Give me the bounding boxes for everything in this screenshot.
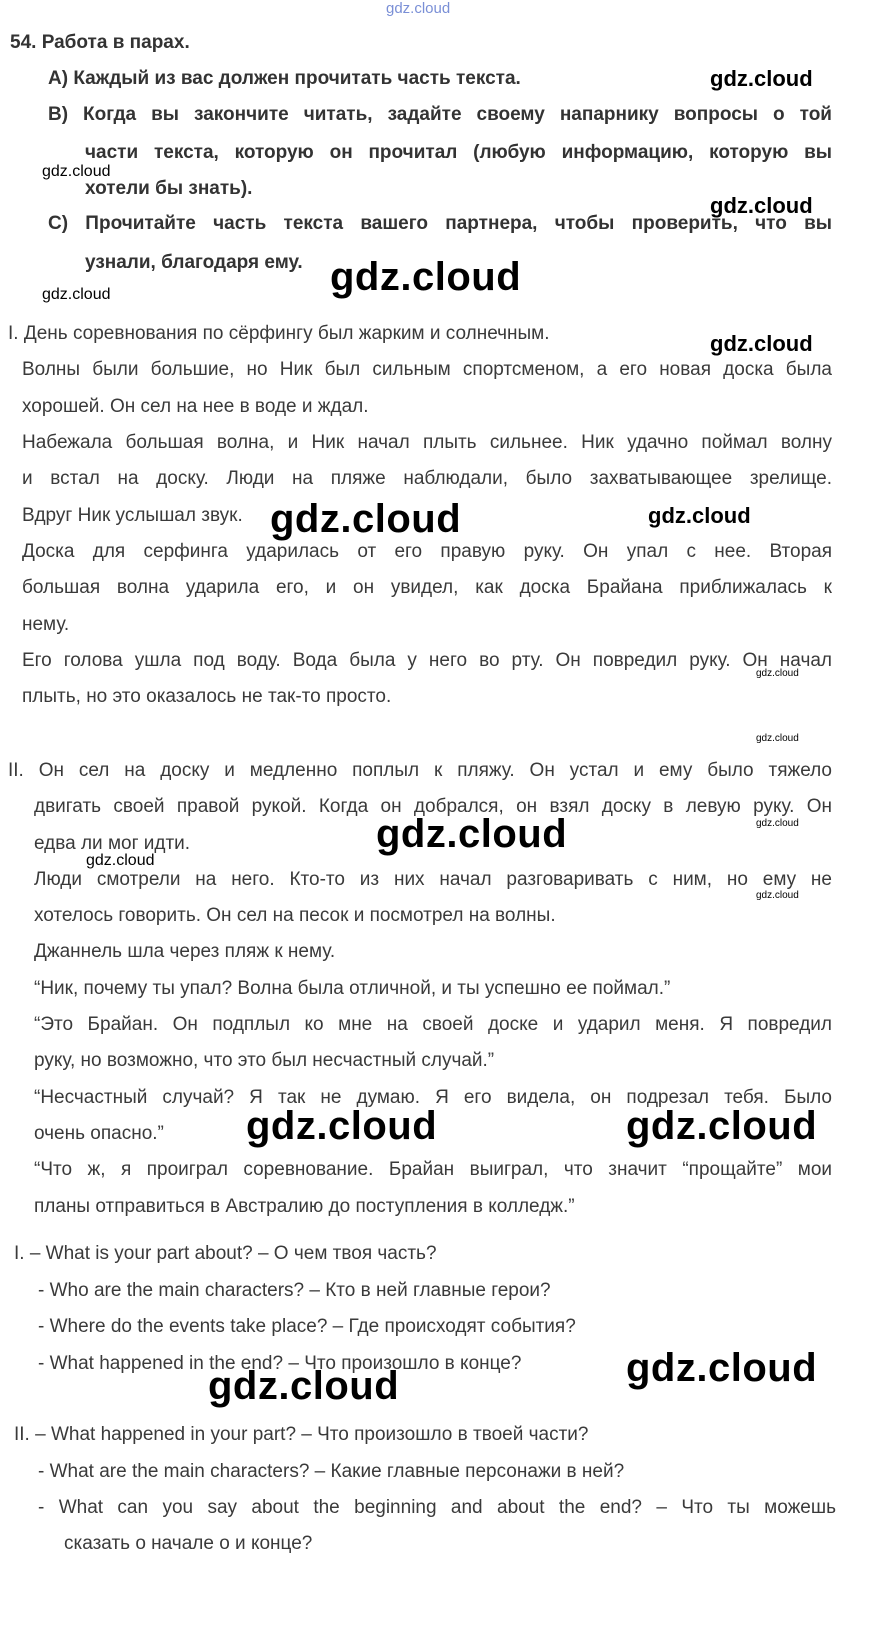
watermark-top: gdz.cloud (386, 0, 451, 17)
part2-line: “Ник, почему ты упал? Волна была отличной, и ты успешно ее поймал.” (34, 978, 671, 999)
watermark: gdz.cloud (86, 852, 155, 869)
questions1-line: - What happened in the end? – Что произошло в конце? (38, 1353, 522, 1374)
watermark: gdz.cloud (376, 812, 568, 856)
part2-line: едва ли мог идти. (34, 833, 191, 854)
watermark: gdz.cloud (710, 193, 813, 218)
watermark: gdz.cloud (208, 1364, 400, 1408)
watermark: gdz.cloud (756, 818, 799, 829)
watermark: gdz.cloud (42, 163, 111, 180)
part1-line: Волны были большие, но Ник был сильным спортсменом, а его новая доска была (22, 359, 832, 380)
part2-line: двигать своей правой рукой. Когда он добрался, он взял доску в левую руку. Он (34, 796, 832, 817)
questions2-line: - What can you say about the beginning and about the end? – Что ты можешь (38, 1497, 836, 1518)
part1-line: большая волна ударила его, и он увидел, как доска Брайана приближалась к (22, 577, 832, 598)
part2-line: планы отправиться в Австралию до поступления в колледж.” (34, 1196, 575, 1217)
watermark: gdz.cloud (756, 668, 799, 679)
part1-line: и встал на доску. Люди на пляже наблюдали, было захватывающее зрелище. (22, 468, 832, 489)
part1-line: нему. (22, 614, 70, 635)
questions2-line: II. – What happened in your part? – Что произошло в твоей части? (14, 1424, 589, 1445)
part1-line: Набежала большая волна, и Ник начал плыть сильнее. Ник удачно поймал волну (22, 432, 832, 453)
part2-line: “Несчастный случай? Я так не думаю. Я его видела, он подрезал тебя. Было (34, 1087, 832, 1108)
part2-line: II. Он сел на доску и медленно поплыл к пляжу. Он устал и ему было тяжело (8, 760, 832, 781)
part2-line: Джаннель шла через пляж к нему. (34, 941, 336, 962)
watermark: gdz.cloud (42, 286, 111, 303)
watermark: gdz.cloud (270, 497, 462, 541)
part2-line: “Что ж, я проиграл соревнование. Брайан выиграл, что значит “прощайте” мои (34, 1159, 832, 1180)
questions1-line: I. – What is your part about? – О чем твоя часть? (14, 1243, 437, 1264)
part2-line: руку, но возможно, что это был несчастный случай.” (34, 1050, 495, 1071)
part2-line: очень опасно.” (34, 1123, 164, 1144)
part1-line: I. День соревнования по сёрфингу был жарким и солнечным. (8, 323, 550, 344)
watermark: gdz.cloud (710, 66, 813, 91)
task-item-c-line2: узнали, благодаря ему. (85, 252, 303, 273)
questions1-line: - Where do the events take place? – Где происходят события? (38, 1316, 576, 1337)
watermark: gdz.cloud (626, 1104, 818, 1148)
task-item-a: А) Каждый из вас должен прочитать часть текста. (48, 68, 521, 89)
watermark: gdz.cloud (246, 1104, 438, 1148)
task-item-b-line2: части текста, которую он прочитал (любую информацию, которую вы (85, 142, 832, 163)
task-title: 54. Работа в парах. (10, 32, 190, 53)
watermark: gdz.cloud (756, 733, 799, 744)
part1-line: плыть, но это оказалось не так-то просто. (22, 686, 392, 707)
part1-line: Доска для серфинга ударилась от его правую руку. Он упал с нее. Вторая (22, 541, 832, 562)
questions2-line: - What are the main characters? – Какие главные персонажи в ней? (38, 1461, 625, 1482)
watermark: gdz.cloud (756, 890, 799, 901)
task-item-b-line1: В) Когда вы закончите читать, задайте своему напарнику вопросы о той (48, 104, 832, 125)
watermark: gdz.cloud (648, 503, 751, 528)
task-item-b-line3: хотели бы знать). (85, 178, 253, 199)
part1-line: Его голова ушла под воду. Вода была у него во рту. Он повредил руку. Он начал (22, 650, 832, 671)
watermark: gdz.cloud (626, 1346, 818, 1390)
part2-line: “Это Брайан. Он подплыл ко мне на своей доске и ударил меня. Я повредил (34, 1014, 832, 1035)
part2-line: Люди смотрели на него. Кто-то из них начал разговаривать с ним, но ему не (34, 869, 832, 890)
watermark: gdz.cloud (330, 255, 522, 299)
questions2-line: сказать о начале о и конце? (64, 1533, 313, 1554)
part2-line: хотелось говорить. Он сел на песок и посмотрел на волны. (34, 905, 556, 926)
task-item-c-line1: С) Прочитайте часть текста вашего партнера, чтобы проверить, что вы (48, 213, 832, 234)
watermark: gdz.cloud (710, 331, 813, 356)
part1-line: хорошей. Он сел на нее в воде и ждал. (22, 396, 369, 417)
part1-line: Вдруг Ник услышал звук. (22, 505, 243, 526)
questions1-line: - Who are the main characters? – Кто в ней главные герои? (38, 1280, 551, 1301)
